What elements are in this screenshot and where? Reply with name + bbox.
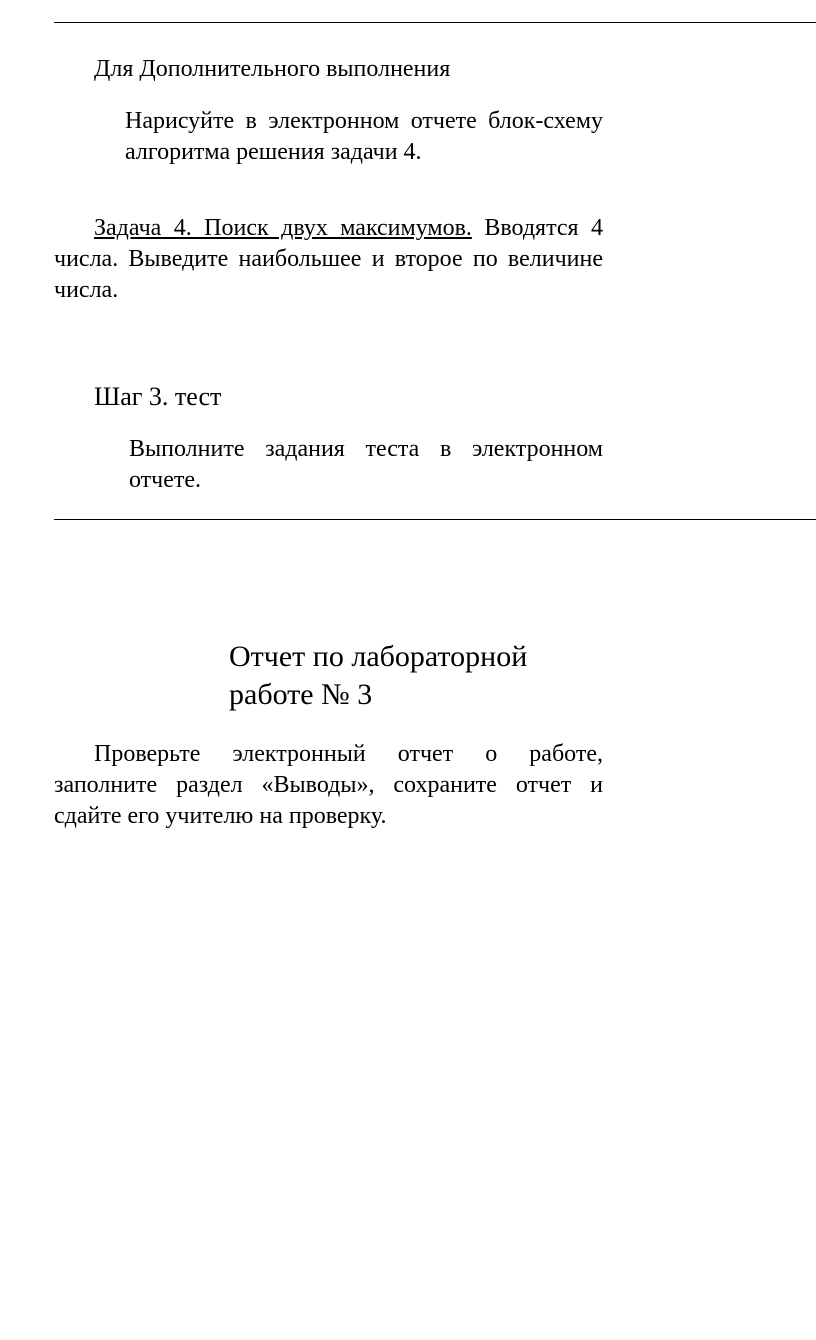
report-title-line2: работе № 3 <box>229 678 373 711</box>
step3-heading: Шаг 3. тест <box>94 382 222 411</box>
task4-paragraph <box>54 213 603 306</box>
section-divider <box>54 519 816 520</box>
task4-title: Задача 4. Поиск двух максимумов. <box>94 215 472 241</box>
top-divider <box>54 22 816 23</box>
flowchart-instruction: Нарисуйте в электронном отчете блок-схему алгоритма решения задачи 4. <box>125 108 603 165</box>
additional-task-heading: Для Дополнительного выполнения <box>94 56 451 82</box>
report-title <box>229 638 527 714</box>
report-title-line1: Отчет по лабораторной <box>229 640 528 673</box>
test-instruction: Выполните задания теста в электронном отчете. <box>129 436 603 493</box>
report-instruction: Проверьте электронный отчет о работе, заполните раздел «Выводы», сохраните отчет и сдайте его учителю на проверку. <box>54 741 603 829</box>
task4-text: Вводятся 4 числа. Выведите наибольшее и второе по величине числа. <box>54 215 603 303</box>
